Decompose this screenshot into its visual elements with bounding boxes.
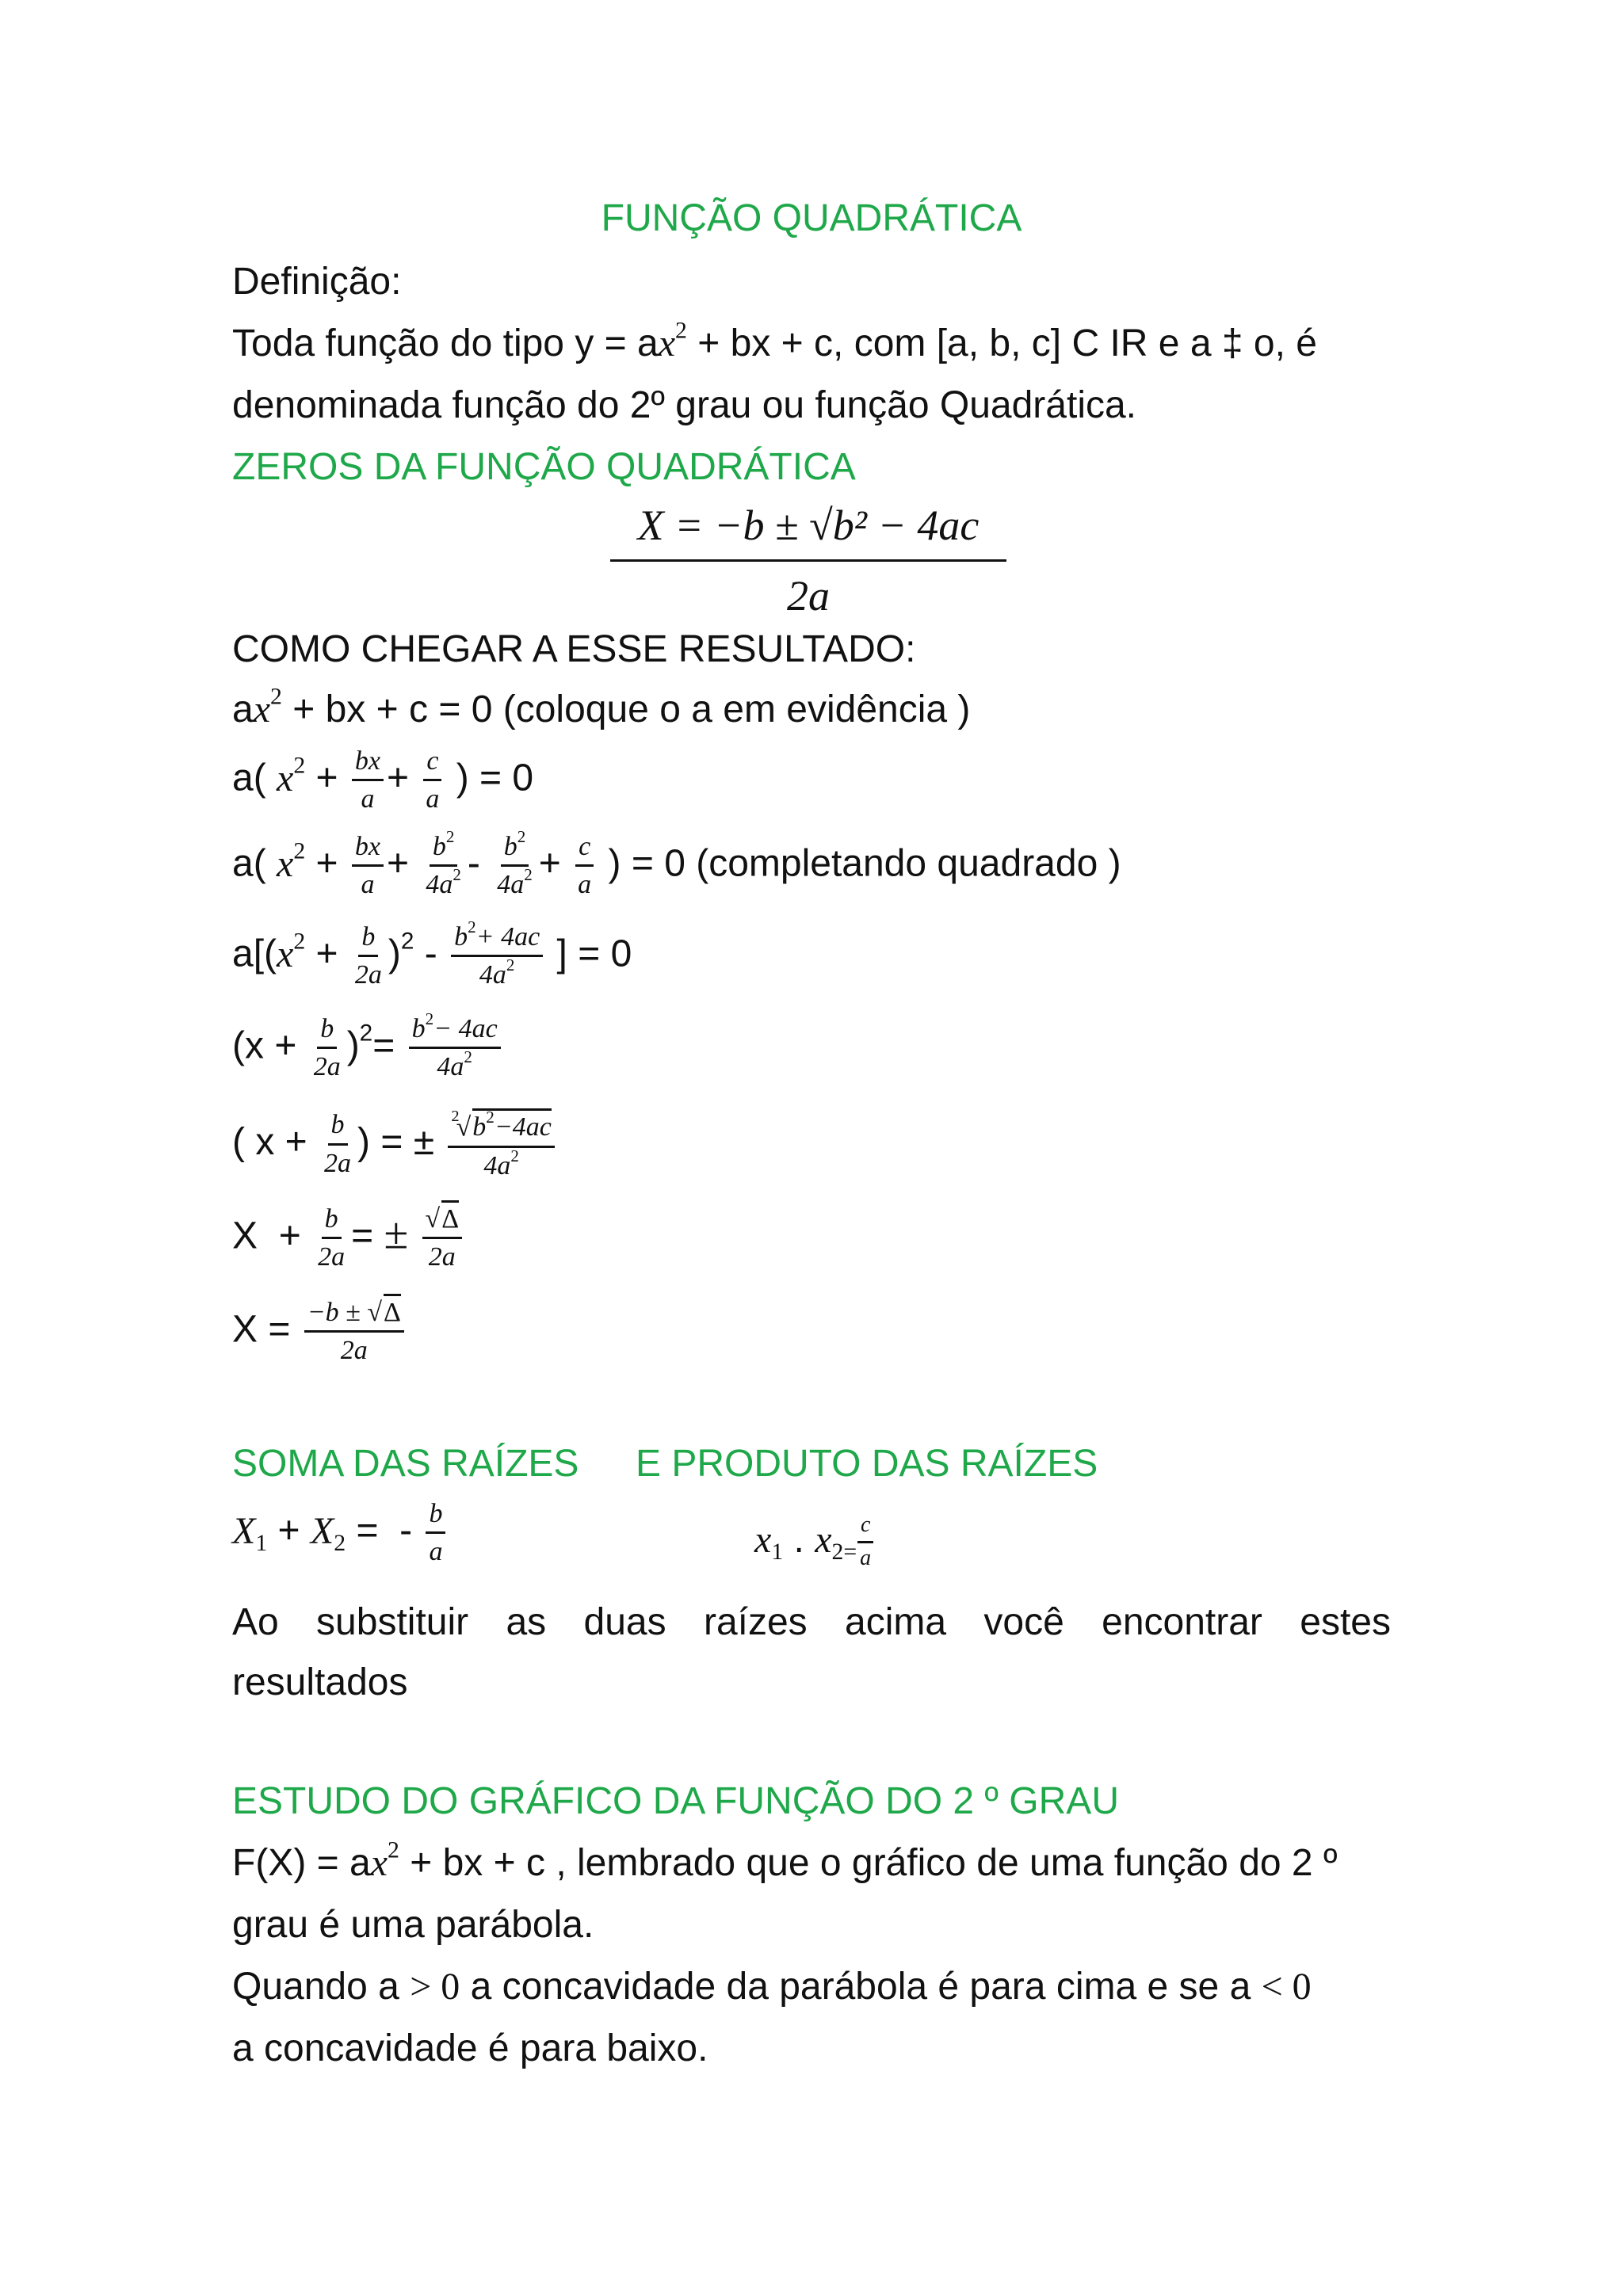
derivation-heading: COMO CHEGAR A ESSE RESULTADO: xyxy=(232,628,916,670)
definition-line-1: Toda função do tipo $y = ax^2$ + bx + c, com [a, b, c] C IR e a ‡ o, é xyxy=(232,317,1317,364)
derivation-step-7: X + $\frac{b}{2a}$ = ± $\frac{√\Delta}{2a}$ xyxy=(232,1204,465,1272)
sums-text-line-2: resultados xyxy=(232,1661,408,1703)
bhaskara-formula xyxy=(610,501,1006,620)
zeros-heading: ZEROS DA FUNÇÃO QUADRÁTICA xyxy=(232,446,856,488)
produto-formula: $x_1$ . $x_{2=}$ $\frac{c}{a}$ xyxy=(754,1513,877,1571)
derivation-step-1: $ax^2$ + bx + c = 0 (coloque o a em evidência ) xyxy=(232,683,971,730)
derivation-step-2: a( $x^2$ + $\frac{bx}{a}$ + $\frac{c}{a}$ ) = 0 xyxy=(232,746,534,814)
graph-line-3: Quando a > 0 a concavidade da parábola é para cima e se a < 0 xyxy=(232,1966,1312,2008)
bhaskara-denominator: 2a xyxy=(787,572,830,620)
definition-heading: Definição: xyxy=(232,261,402,303)
graph-line-4: a concavidade é para baixo. xyxy=(232,2027,708,2069)
sums-text-line-1: Ao substituir as duas raízes acima você encontrar estes xyxy=(232,1601,1391,1643)
graph-line-1: $F(X) = ax^2$ + bx + c , lembrado que o gráfico de uma função do 2 º xyxy=(232,1836,1338,1884)
derivation-step-5: (x + $\frac{b}{2a}$ )$^2$= $\frac{b^2- 4ac}{4a^2}$ xyxy=(232,1014,504,1082)
graph-line-2: grau é uma parábola. xyxy=(232,1904,594,1946)
derivation-step-8: X = $\frac{-b \pm √\Delta}{2a}$ xyxy=(232,1298,407,1366)
derivation-step-6: ( x + $\frac{b}{2a}$ ) = ± $\frac{^2√b^2-4ac}{4a^2}$ xyxy=(232,1108,558,1180)
soma-formula: $X_1 + X_2$ = - $\frac{b}{a}$ xyxy=(232,1499,449,1567)
derivation-step-4: $a[(x^2$ + $\frac{b}{2a}$ )$^2$ - $\frac{b^2+ 4ac}{4a^2}$ ] = 0 xyxy=(232,917,632,990)
bhaskara-numerator: X = −b ± √b² − 4ac xyxy=(610,501,1006,562)
definition-line-2: denominada função do 2º grau ou função Quadrática. xyxy=(232,384,1137,426)
graph-heading: ESTUDO DO GRÁFICO DA FUNÇÃO DO 2 º GRAU xyxy=(232,1780,1119,1822)
produto-heading: E PRODUTO DAS RAÍZES xyxy=(636,1443,1098,1485)
soma-heading: SOMA DAS RAÍZES xyxy=(232,1443,579,1485)
page-title: FUNÇÃO QUADRÁTICA xyxy=(601,197,1022,239)
derivation-step-3: a( $x^2$ + $\frac{bx}{a}$ + $\frac{b^2}{4a^2}$ - $\frac{b^2}{4a^2}$ + $\frac{c}{a}$ ) = 0 (completando quadrado ) xyxy=(232,827,1121,900)
